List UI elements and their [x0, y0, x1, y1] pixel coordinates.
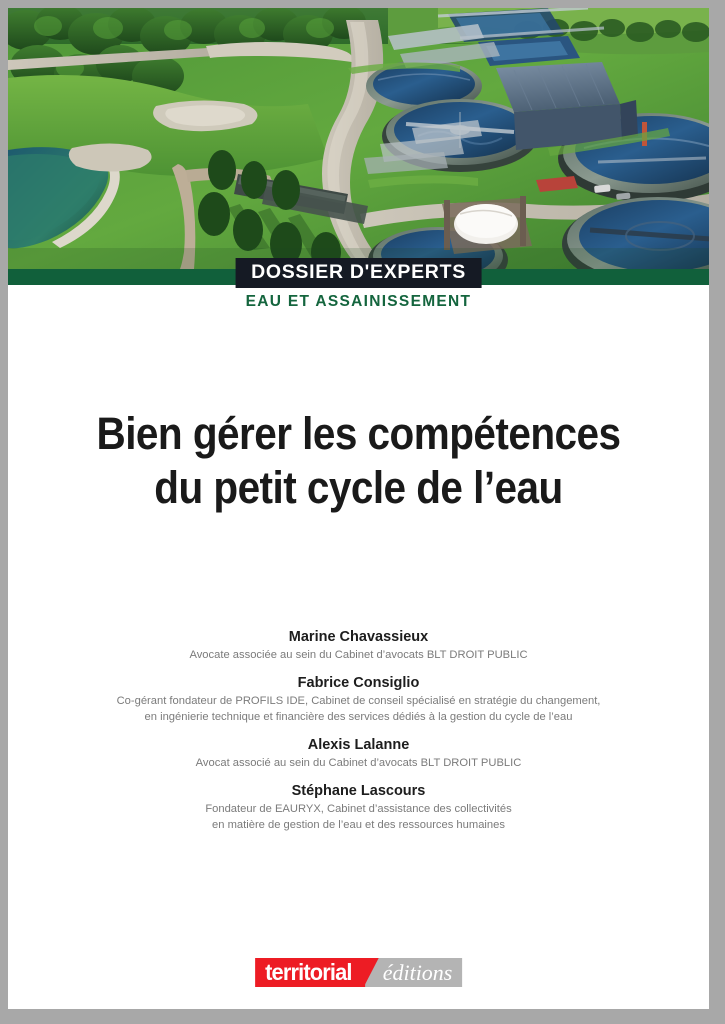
author-name: Marine Chavassieux	[288, 629, 429, 645]
publisher-logo	[255, 958, 463, 987]
author-role-line: Avocat associé au sein du Cabinet d’avocats BLT DROIT PUBLIC	[195, 756, 522, 769]
publisher-imprint-text: éditions	[382, 959, 453, 985]
author-entry	[56, 735, 661, 772]
publisher-imprint-block	[364, 958, 463, 987]
author-role-line: en ingénierie technique et financière des services dédiés à la gestion du cycle de l’eau	[144, 710, 573, 723]
authors-list	[8, 627, 709, 834]
author-entry	[56, 781, 661, 834]
author-entry	[56, 627, 661, 664]
title-line-2: du petit cycle de l’eau	[154, 462, 563, 513]
aerial-treatment-plant-illustration	[8, 8, 709, 269]
author-role-line: en matière de gestion de l’eau et des ressources humaines	[212, 818, 505, 831]
dossier-experts-badge: DOSSIER D'EXPERTS	[235, 258, 482, 288]
author-role-line: Fondateur de EAURYX, Cabinet d’assistance des collectivités	[205, 802, 512, 815]
author-role-line: Co-gérant fondateur de PROFILS IDE, Cabinet de conseil spécialisé en stratégie du changement,	[116, 694, 601, 707]
title-line-1: Bien gérer les compétences	[96, 408, 621, 459]
collection-subtitle: EAU ET ASSAINISSEMENT	[245, 293, 472, 310]
author-entry	[56, 673, 661, 726]
hero-photo	[8, 8, 709, 269]
cover-title	[8, 407, 709, 515]
author-name: Stéphane Lascours	[291, 782, 426, 799]
author-name: Alexis Lalanne	[307, 736, 410, 753]
publisher-brand-block	[255, 958, 365, 987]
publisher-brand-text: territorial	[264, 959, 352, 985]
author-name: Fabrice Consiglio	[297, 674, 420, 691]
book-cover-page	[8, 8, 709, 1009]
author-role-line: Avocate associée au sein du Cabinet d’avocats BLT DROIT PUBLIC	[189, 649, 528, 662]
